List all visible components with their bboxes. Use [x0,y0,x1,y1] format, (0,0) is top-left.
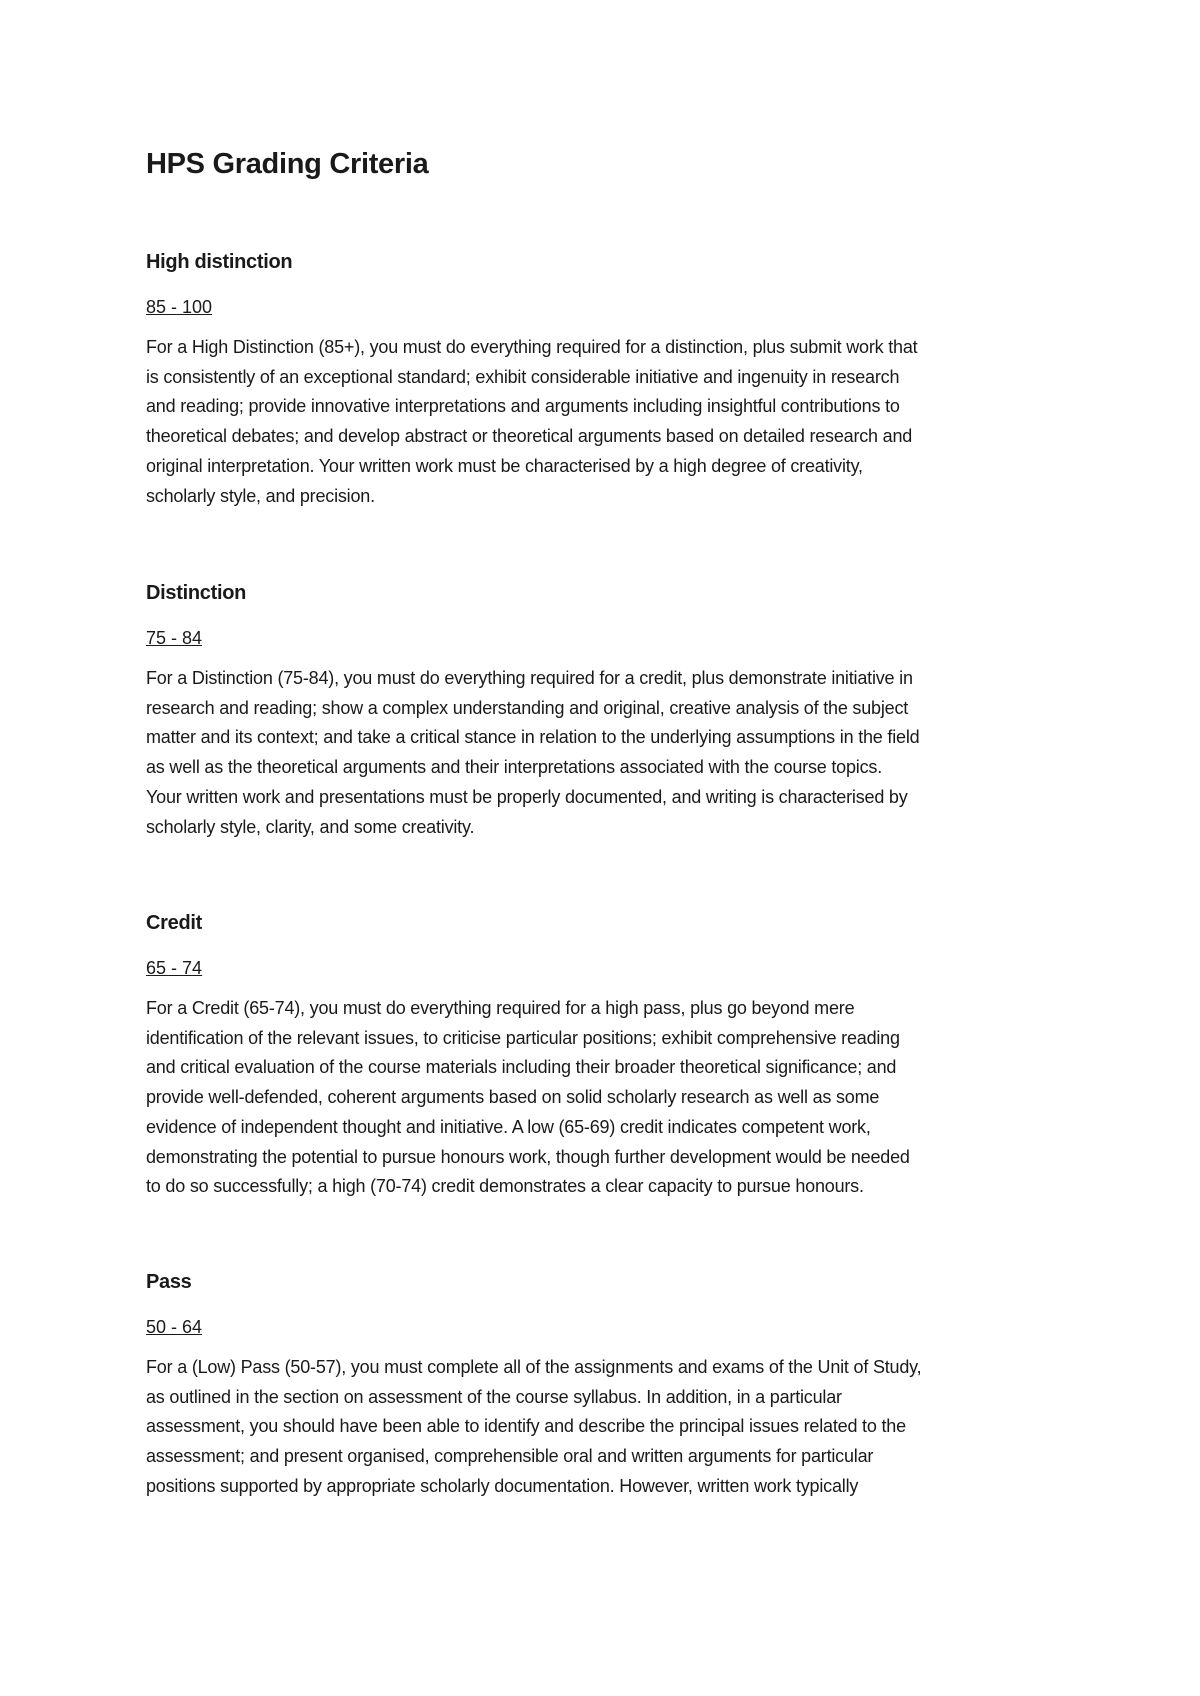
text-line: Your written work and presentations must be properly documented, and writing is characterised by [146,786,908,807]
text-line: matter and its context; and take a critical stance in relation to the underlying assumptions in the field [146,727,920,748]
section-heading: Pass [146,1271,192,1293]
text-line: to do so successfully; a high (70-74) credit demonstrates a clear capacity to pursue honours. [146,1176,864,1197]
text-line: scholarly style, and precision. [146,485,375,506]
section-description [146,1353,1066,1502]
text-line: assessment, you should have been able to identify and describe the principal issues related to the [146,1416,906,1437]
text-line: demonstrating the potential to pursue honours work, though further development would be needed [146,1146,910,1167]
text-line: scholarly style, clarity, and some creativity. [146,816,475,837]
text-line: evidence of independent thought and initiative. A low (65-69) credit indicates competent work, [146,1116,871,1137]
text-line: positions supported by appropriate scholarly documentation. However, written work typically [146,1475,859,1496]
section-credit [146,908,1066,1202]
section-distinction [146,578,1066,842]
text-line: as well as the theoretical arguments and their interpretations associated with the course topics. [146,757,883,778]
text-line: as outlined in the section on assessment of the course syllabus. In addition, in a particular [146,1386,842,1407]
section-description [146,994,1066,1202]
text-line: theoretical debates; and develop abstract or theoretical arguments based on detailed research and [146,426,913,447]
grade-range: 50 - 64 [146,1317,203,1337]
section-description [146,333,1066,511]
text-line: is consistently of an exceptional standard; exhibit considerable initiative and ingenuity in research [146,366,900,387]
text-line: and reading; provide innovative interpretations and arguments including insightful contributions to [146,396,900,417]
section-pass [146,1267,1066,1502]
text-line: identification of the relevant issues, to criticise particular positions; exhibit comprehensive reading [146,1027,900,1048]
text-line: For a Distinction (75-84), you must do everything required for a credit, plus demonstrate initiative in [146,668,913,688]
grade-range: 75 - 84 [146,628,203,648]
section-heading: High distinction [146,251,293,273]
section-description [146,664,1066,842]
text-line: For a High Distinction (85+), you must do everything required for a distinction, plus submit work that [146,337,918,357]
text-line: For a Credit (65-74), you must do everything required for a high pass, plus go beyond mere [146,998,855,1018]
text-line: and critical evaluation of the course materials including their broader theoretical significance; and [146,1057,897,1078]
text-line: provide well-defended, coherent arguments based on solid scholarly research as well as some [146,1087,880,1108]
text-line: original interpretation. Your written work must be characterised by a high degree of creativity, [146,455,863,476]
section-heading: Credit [146,912,202,934]
section-heading: Distinction [146,582,247,604]
text-line: For a (Low) Pass (50-57), you must complete all of the assignments and exams of the Unit of Study, [146,1357,922,1377]
text-line: assessment; and present organised, comprehensible oral and written arguments for particular [146,1446,874,1467]
grade-range: 65 - 74 [146,958,203,978]
grade-range: 85 - 100 [146,297,213,317]
section-high-distinction [146,247,1066,511]
document-title: HPS Grading Criteria [146,148,429,180]
text-line: research and reading; show a complex understanding and original, creative analysis of the subject [146,697,909,718]
